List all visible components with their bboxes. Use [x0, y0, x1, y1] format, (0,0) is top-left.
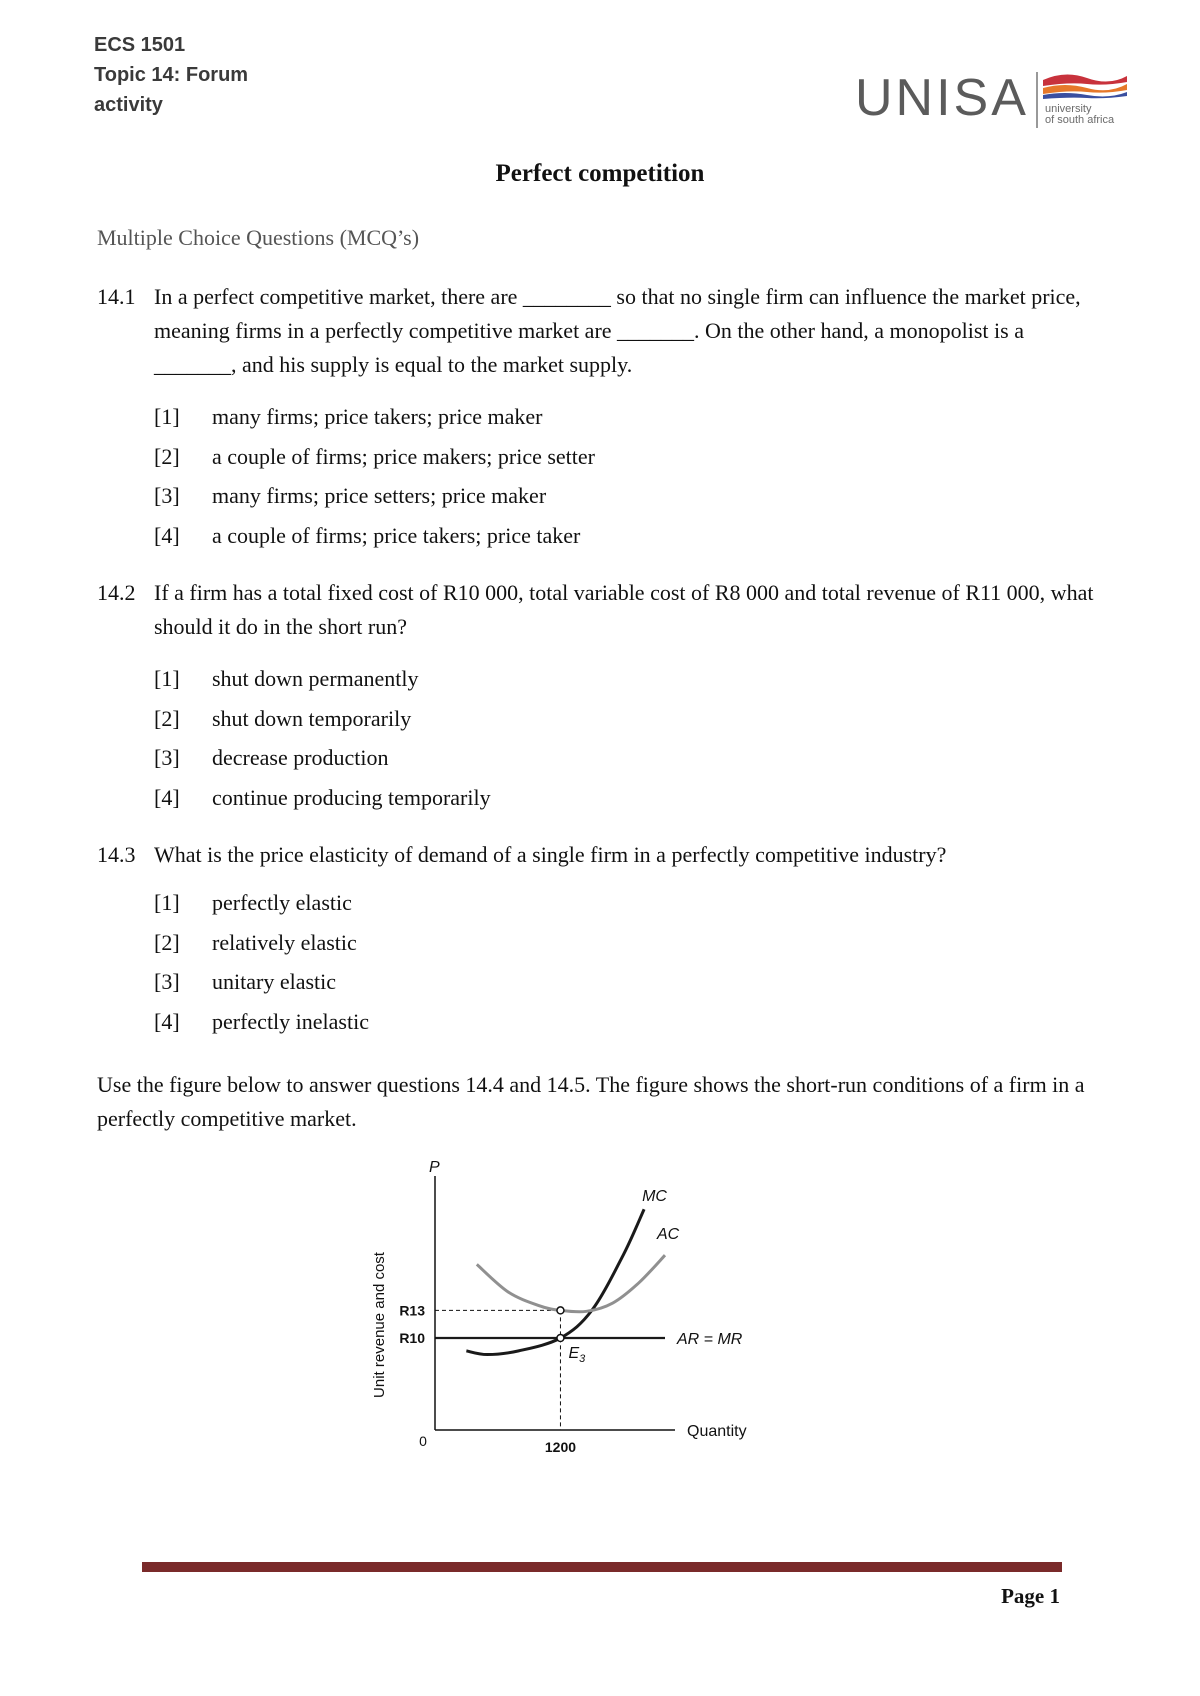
y-axis-symbol: P — [429, 1159, 440, 1176]
ar-mr-label: AR = MR — [677, 1331, 743, 1348]
option-list — [154, 886, 1107, 1044]
option — [154, 400, 1107, 440]
option-list — [154, 662, 1107, 820]
option-label: [1] — [154, 890, 180, 915]
option — [154, 519, 1107, 559]
question-14-3 — [97, 838, 1107, 1044]
question-text: What is the price elasticity of demand of a single firm in a perfectly competitive industry? — [154, 842, 947, 867]
option-text: relatively elastic — [212, 929, 357, 955]
option-label: [2] — [154, 443, 180, 469]
mc-label: MC — [642, 1188, 667, 1206]
ac-label: AC — [657, 1226, 680, 1244]
topic-title-line2: activity — [94, 94, 163, 116]
section-heading: Multiple Choice Questions (MCQ’s) — [97, 225, 420, 250]
option-label: [2] — [154, 705, 180, 731]
average-cost-point — [557, 1307, 564, 1314]
question-text: If a firm has a total fixed cost of R10 000, total variable cost of R8 000 and total revenue of R11 000, what should it do in the short run? — [154, 580, 1094, 639]
option — [154, 741, 1107, 781]
option — [154, 781, 1107, 821]
y-axis-label: Unit revenue and cost — [371, 1252, 388, 1398]
option-label: [1] — [154, 666, 180, 691]
figure-intro-text: Use the figure below to answer questions 14.4 and 14.5. The figure shows the short-run conditions of a firm in a perfectly competitive market. — [97, 1072, 1085, 1131]
question-number: 14.3 — [97, 842, 136, 867]
question-number: 14.1 — [97, 284, 136, 309]
option-label: [4] — [154, 1008, 180, 1034]
topic-title-line1: Topic 14: Forum — [94, 64, 249, 86]
cost-revenue-chart — [371, 1158, 810, 1468]
option-text: a couple of firms; price makers; price setter — [212, 443, 596, 469]
course-code: ECS 1501 — [94, 34, 186, 56]
flag-orange-stripe — [1043, 84, 1127, 94]
option-text: perfectly inelastic — [212, 1008, 369, 1034]
page-number: Page 1 — [1001, 1584, 1060, 1608]
flag-red-stripe — [1043, 74, 1127, 86]
logo-wordmark: UNISA — [855, 69, 1029, 127]
question-text: In a perfect competitive market, there are ________ so that no single firm can influence the market price, meaning firms in a perfectly competitive market are _______. On the other hand, a monopolist is a _______, and his supply is equal to the market supply. — [154, 284, 1081, 377]
option-text: shut down temporarily — [212, 705, 412, 731]
mc-curve — [466, 1209, 644, 1354]
unisa-logo — [855, 70, 1130, 130]
question-14-2 — [97, 576, 1107, 820]
option-label: [3] — [154, 969, 180, 994]
document-header — [94, 30, 248, 120]
footer-divider — [142, 1562, 1062, 1572]
option — [154, 479, 1107, 519]
equilibrium-label-subscript: 3 — [579, 1353, 586, 1365]
option-text: a couple of firms; price takers; price taker — [212, 522, 581, 548]
option — [154, 965, 1107, 1005]
option-text: shut down permanently — [212, 666, 419, 691]
option-text: many firms; price setters; price maker — [212, 483, 547, 508]
question-14-1 — [97, 280, 1107, 558]
option — [154, 886, 1107, 926]
option-label: [4] — [154, 784, 180, 810]
option-label: [3] — [154, 745, 180, 770]
question-number: 14.2 — [97, 580, 136, 605]
option-text: continue producing temporarily — [212, 784, 491, 810]
option-label: [3] — [154, 483, 180, 508]
equilibrium-point — [557, 1335, 564, 1342]
ac-curve — [477, 1255, 665, 1312]
option-text: many firms; price takers; price maker — [212, 404, 543, 429]
y-tick-label: R13 — [399, 1302, 425, 1319]
option — [154, 440, 1107, 480]
x-tick-label: 1200 — [544, 1439, 577, 1455]
equilibrium-label: $E_3$ — [568, 1345, 586, 1365]
option — [154, 926, 1107, 966]
option-text: decrease production — [212, 745, 389, 770]
option — [154, 662, 1107, 702]
option-label: [1] — [154, 404, 180, 429]
flag-blue-stripe — [1043, 92, 1127, 99]
option-text: unitary elastic — [212, 969, 337, 994]
origin-label: 0 — [419, 1433, 427, 1449]
option-label: [4] — [154, 522, 180, 548]
logo-subtext: university of south africa — [1045, 103, 1115, 126]
option — [154, 1005, 1107, 1045]
option-label: [2] — [154, 929, 180, 955]
option-list — [154, 400, 1107, 558]
document-title: Perfect competition — [495, 160, 705, 187]
y-tick-label: R10 — [399, 1330, 425, 1346]
x-axis-label: Quantity — [687, 1423, 747, 1440]
option-text: perfectly elastic — [212, 890, 352, 915]
option — [154, 702, 1107, 742]
